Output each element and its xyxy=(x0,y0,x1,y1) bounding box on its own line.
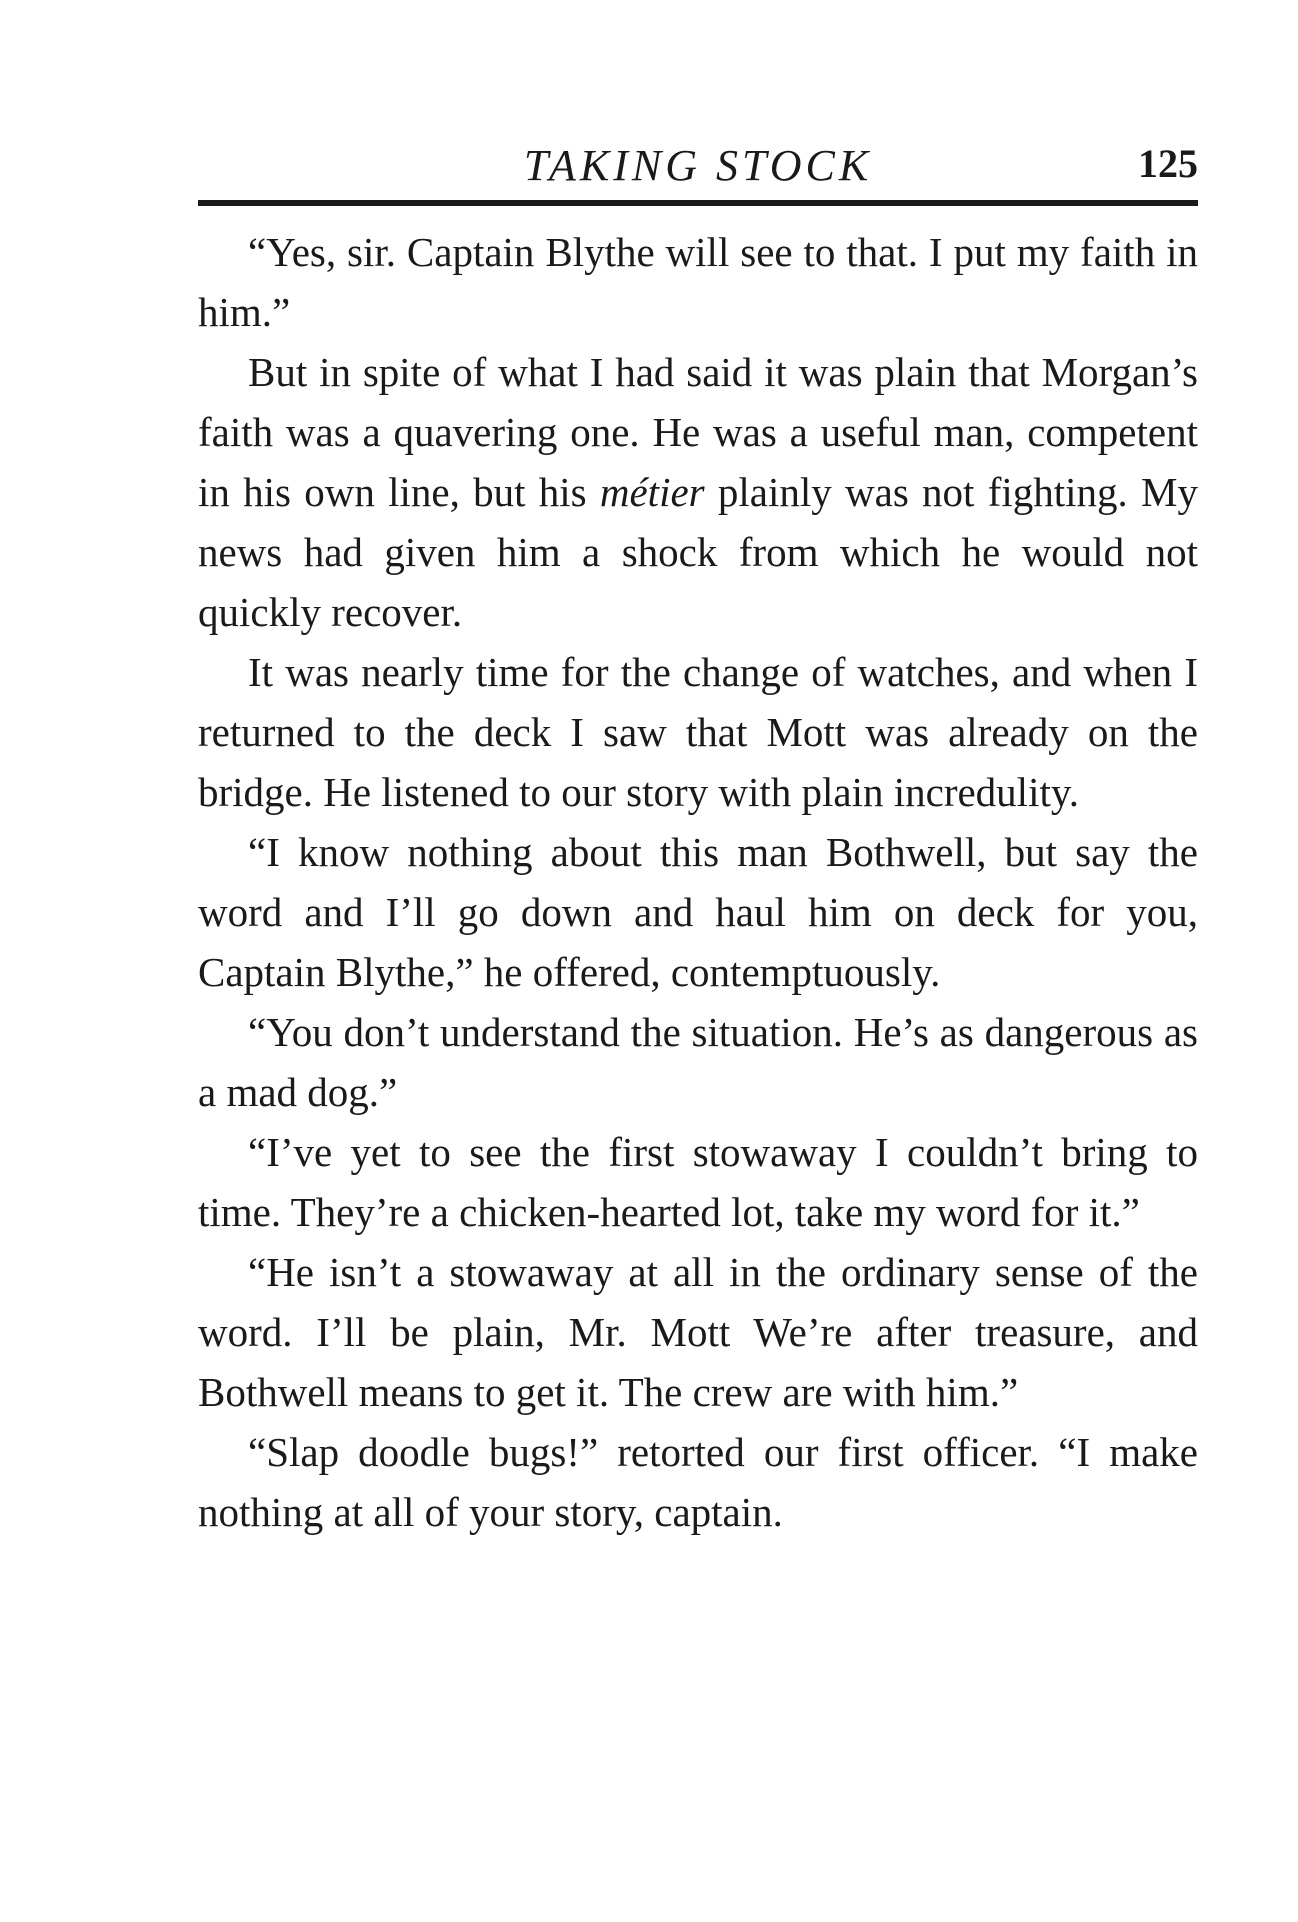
paragraph-4: “I know nothing about this man Bothwell, but say the word and I’ll go down and haul him on deck for you, Captain Blythe,” he offered, contemptuously. xyxy=(198,829,1198,995)
running-head xyxy=(198,130,1198,200)
paragraph-7: “He isn’t a stowaway at all in the ordinary sense of the word. I’ll be plain, Mr. Mott We’re after treasure, and Bothwell means to get it. The crew are with him.” xyxy=(198,1249,1198,1415)
paragraph-2-end: plainly was not fighting. My news had given him a shock from which he would not quickly recover. xyxy=(198,469,1198,635)
paragraph-2-italic: métier xyxy=(599,469,705,515)
page-number: 125 xyxy=(1138,141,1198,186)
header-rule xyxy=(198,200,1198,206)
running-title: TAKING STOCK xyxy=(523,141,873,190)
paragraph-6: “I’ve yet to see the first stowaway I couldn’t bring to time. They’re a chicken-hearted lot, take my word for it.” xyxy=(198,1129,1198,1235)
paragraph-8: “Slap doodle bugs!” retorted our first officer. “I make nothing at all of your story, captain. xyxy=(198,1429,1198,1535)
paragraph-2-start: But in spite of what I had said it was plain that Morgan’s faith was a quavering one. He was a useful man, competent in his own line, but his xyxy=(198,349,1198,515)
paragraph-5: “You don’t understand the situation. He’s as dangerous as a mad dog.” xyxy=(198,1009,1198,1115)
body-text xyxy=(198,222,1198,1542)
paragraph-2 xyxy=(198,342,1198,642)
book-page xyxy=(198,130,1198,1542)
paragraph-1: “Yes, sir. Captain Blythe will see to that. I put my faith in him.” xyxy=(198,229,1198,335)
paragraph-3: It was nearly time for the change of watches, and when I returned to the deck I saw that Mott was already on the bridge. He listened to our story with plain incredulity. xyxy=(198,649,1198,815)
